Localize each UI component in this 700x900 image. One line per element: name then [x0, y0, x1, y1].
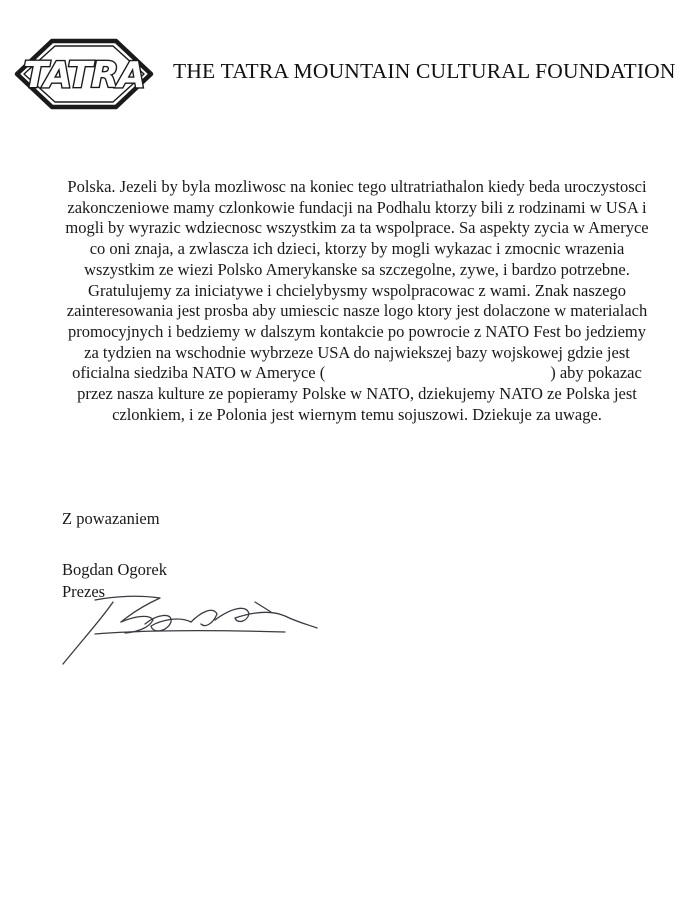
paragraph-2-end: ) aby pokazac przez nasza kulture ze popieramy Polske w NATO, dziekujemy NATO ze Polska jest czlonkiem, i ze Polonia jest wiernym temu sojuszowi. Dziekuje za uwage. — [77, 363, 642, 424]
organization-name: THE TATRA MOUNTAIN CULTURAL FOUNDATION — [173, 59, 676, 83]
paragraph-1: Polska. Jezeli by byla mozliwosc na koniec tego ultratriathalon kiedy beda uroczystosci zakonczeniowe mamy czlonkowie fundacji na Podhalu ktorzy bili z rodzinami w USA i mogli by wyrazic wdziecnosc wszystkim za ta wspolprace. Sa aspekty zycia w Ameryce co oni znaja, a zwlascza ich dzieci, ktorzy by mogli wykazac i zmocnic wrazenia wszystkim ze wiezi Polsko Amerykanske sa szczegolne, zywe, i bardzo potrzebne. — [65, 177, 649, 279]
signatory-name: Bogdan Ogorek — [62, 560, 167, 579]
paragraph-2-start: Gratulujemy za iniciatywe i chcielybysmy wspolpracowac z wami. Znak naszego zainteresowania jest prosba aby umiescic nasze logo ktory jest dolaczone w materialach promocyjnych i bedziemy w dalszym kontakcie po powrocie z NATO Fest bo jedziemy za tydzien na wschodnie wybrzeze USA do najwiekszej bazy wojskowej gdzie jest oficialna siedziba NATO w Ameryce ( — [66, 280, 648, 383]
letter-body — [62, 177, 652, 425]
closing-salutation: Z powazaniem — [62, 509, 160, 528]
handwritten-signature — [55, 592, 325, 670]
paragraph-2 — [62, 281, 652, 426]
tatra-logo — [14, 34, 154, 114]
letterhead — [14, 34, 694, 114]
logo-text: TATRA — [23, 55, 145, 96]
signatory-title: Prezes — [62, 582, 106, 601]
